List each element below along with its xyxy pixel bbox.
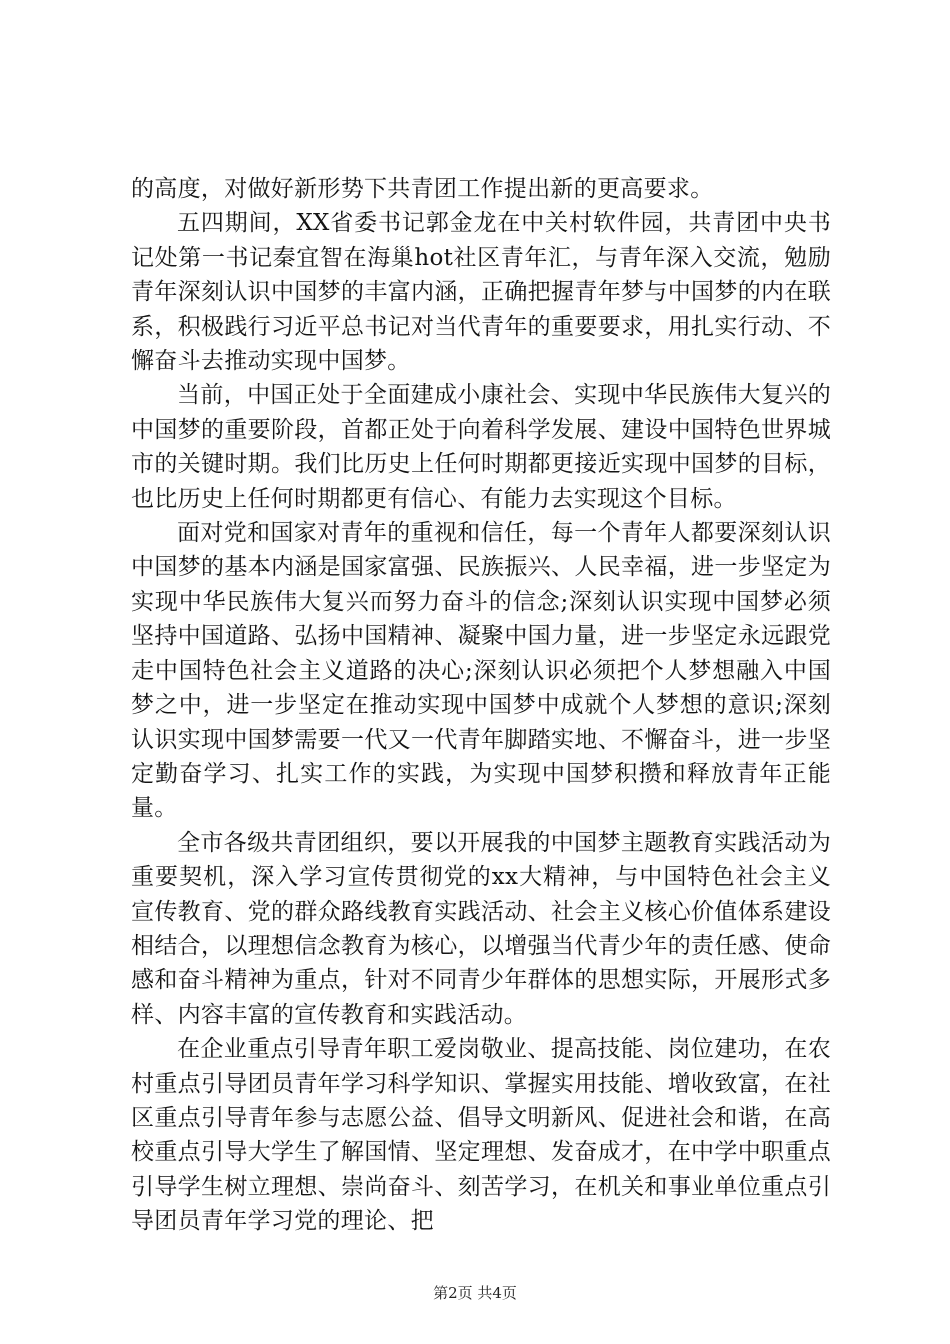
document-body <box>131 172 831 1239</box>
paragraph: 在企业重点引导青年职工爱岗敬业、提高技能、岗位建功，在农村重点引导团员青年学习科学知识、掌握实用技能、增收致富，在社区重点引导青年参与志愿公益、倡导文明新风、促进社会和谐，在高校重点引导大学生了解国情、坚定理想、发奋成才，在中学中职重点引导学生树立理想、崇尚奋斗、刻苦学习，在机关和事业单位重点引导团员青年学习党的理论、把 <box>131 1036 831 1235</box>
page-number-footer: 第2页 共4页 <box>433 1284 517 1302</box>
paragraph: 面对党和国家对青年的重视和信任，每一个青年人都要深刻认识中国梦的基本内涵是国家富强、民族振兴、人民幸福，进一步坚定为实现中华民族伟大复兴而努力奋斗的信念;深刻认识实现中国梦必须坚持中国道路、弘扬中国精神、凝聚中国力量，进一步坚定永远跟党走中国特色社会主义道路的决心;深刻认识必须把个人梦想融入中国梦之中，进一步坚定在推动实现中国梦中成就个人梦想的意识;深刻认识实现中国梦需要一代又一代青年脚踏实地、不懈奋斗，进一步坚定勤奋学习、扎实工作的实践，为实现中国梦积攒和释放青年正能量。 <box>131 520 831 822</box>
paragraph-continuation: 的高度，对做好新形势下共青团工作提出新的更高要求。 <box>131 176 714 202</box>
paragraph: 五四期间，XX省委书记郭金龙在中关村软件园，共青团中央书记处第一书记秦宜智在海巢hot社区青年汇，与青年深入交流，勉励青年深刻认识中国梦的丰富内涵，正确把握青年梦与中国梦的内在联系，积极践行习近平总书记对当代青年的重要要求，用扎实行动、不懈奋斗去推动实现中国梦。 <box>131 210 831 375</box>
paragraph: 全市各级共青团组织，要以开展我的中国梦主题教育实践活动为重要契机，深入学习宣传贯彻党的xx大精神，与中国特色社会主义宣传教育、党的群众路线教育实践活动、社会主义核心价值体系建设相结合，以理想信念教育为核心，以增强当代青少年的责任感、使命感和奋斗精神为重点，针对不同青少年群体的思想实际，开展形式多样、内容丰富的宣传教育和实践活动。 <box>131 829 831 1028</box>
paragraph: 当前，中国正处于全面建成小康社会、实现中华民族伟大复兴的中国梦的重要阶段，首都正处于向着科学发展、建设中国特色世界城市的关键时期。我们比历史上任何时期都更接近实现中国梦的目标，也比历史上任何时期都更有信心、有能力去实现这个目标。 <box>131 382 831 512</box>
